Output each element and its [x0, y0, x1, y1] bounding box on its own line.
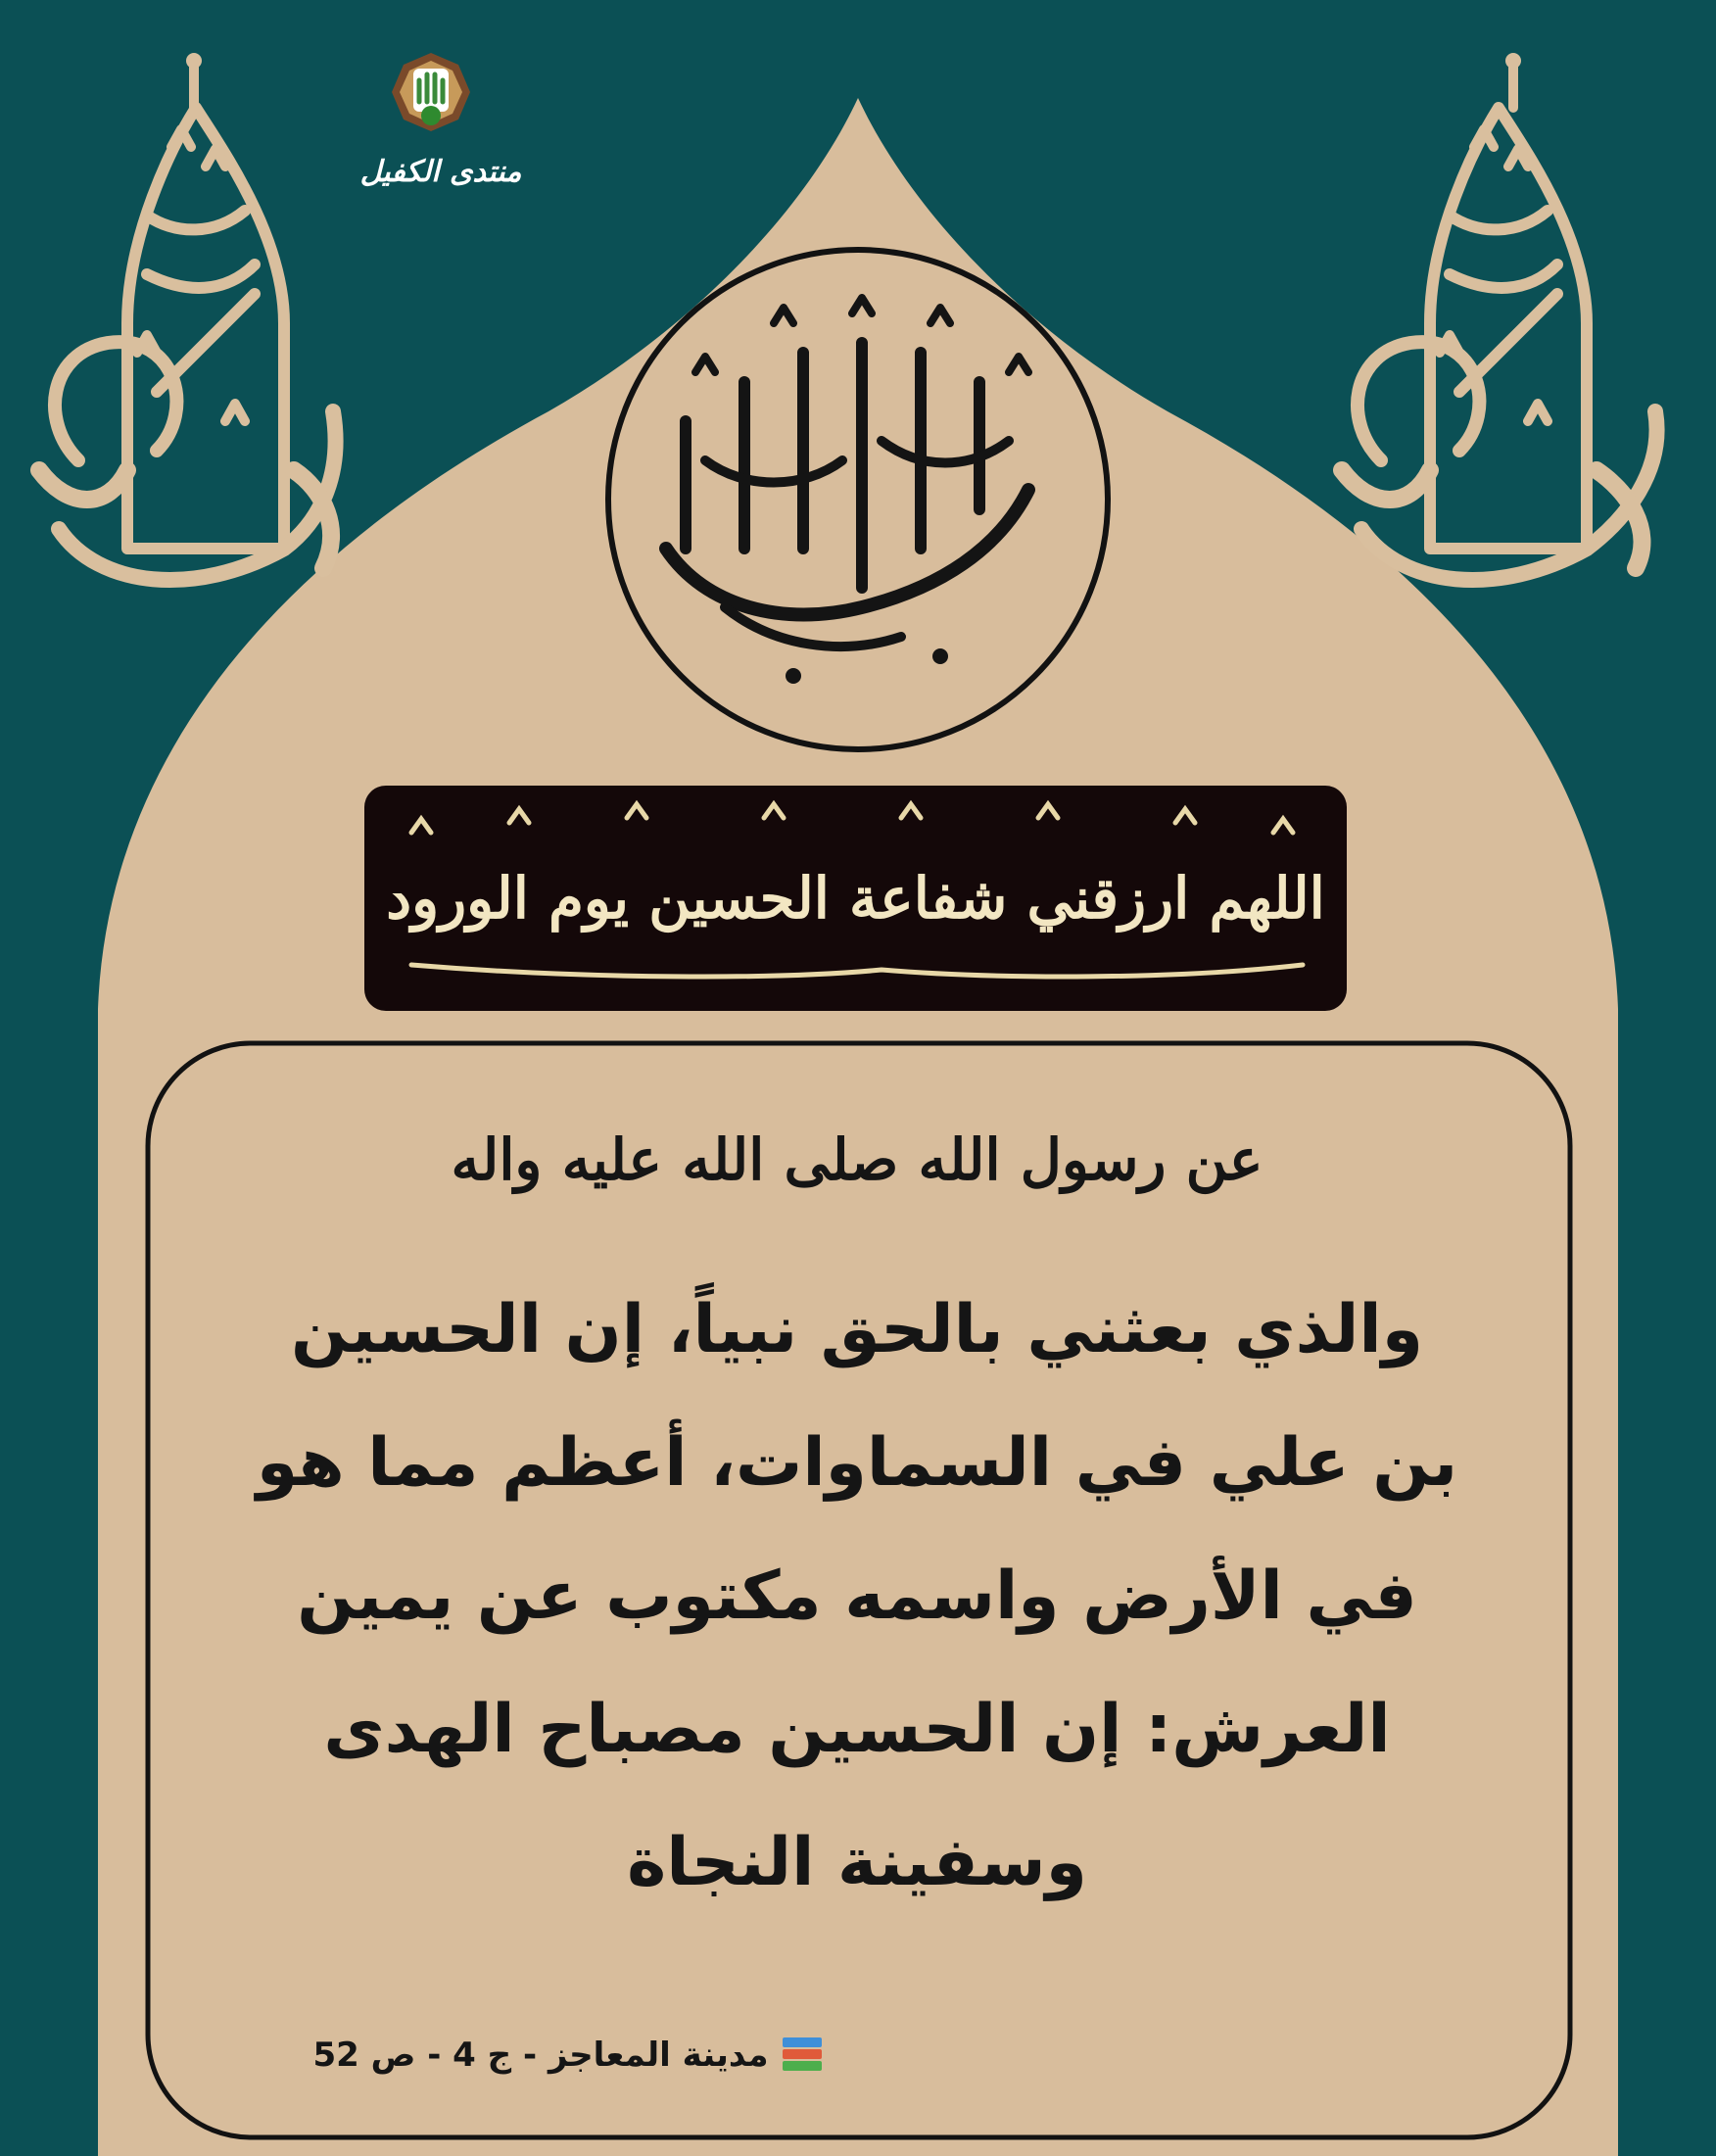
books-icon	[781, 2036, 824, 2075]
banner-text: اللهم ارزقني شفاعة الحسين يوم الورود	[386, 865, 1325, 932]
hadith-line: بن علي في السماوات، أعظم مما هو	[256, 1424, 1458, 1502]
hadith-heading: عن رسول الله صلى الله عليه واله	[451, 1126, 1263, 1193]
hadith-line: وسفينة النجاة	[627, 1824, 1087, 1901]
logo	[333, 39, 548, 206]
hadith-text	[206, 1264, 1508, 1930]
hadith-line: والذي بعثني بالحق نبياً، إن الحسين	[291, 1291, 1423, 1368]
logo-text: منتدى الكفيل	[359, 155, 522, 189]
hadith-line: العرش: إن الحسين مصباح الهدى	[323, 1691, 1391, 1768]
hadith-line: في الأرض واسمه مكتوب عن يمين	[297, 1557, 1417, 1635]
source-text: مدينة المعاجز - ج 4 - ص 52	[312, 2036, 769, 2075]
source-citation	[255, 2036, 882, 2075]
